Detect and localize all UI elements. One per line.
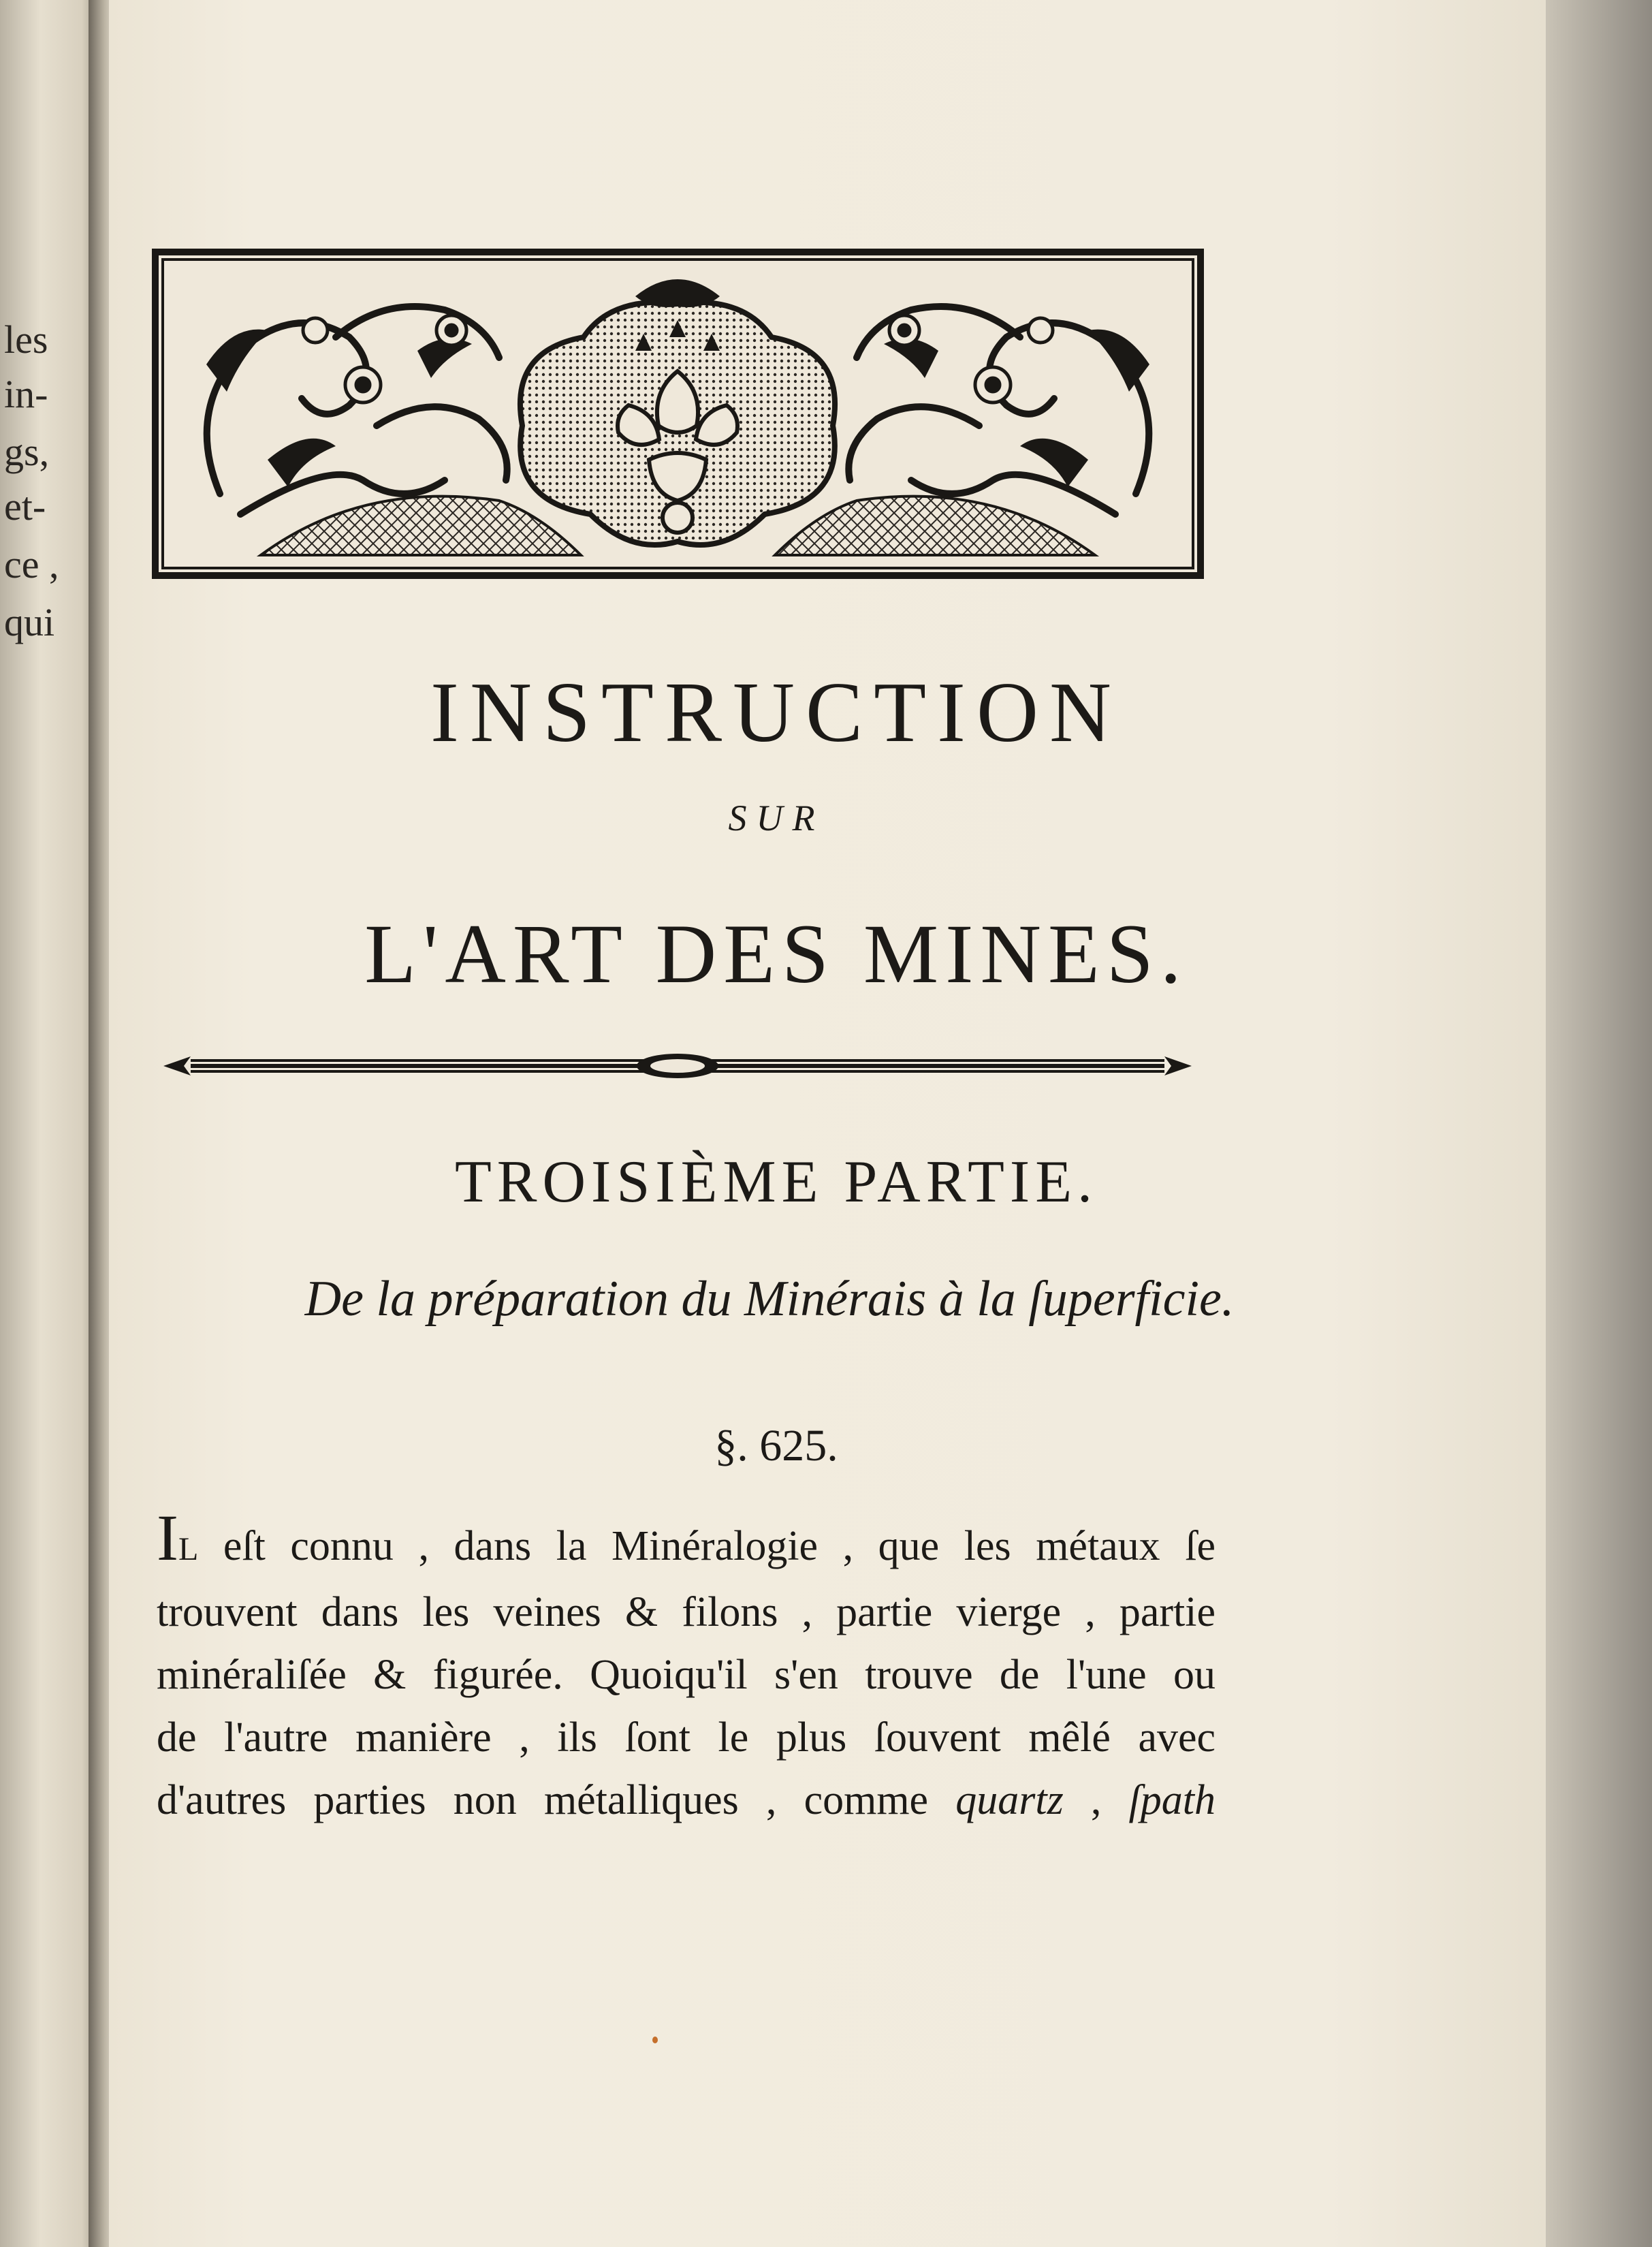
left-page-fragment: et- xyxy=(4,484,46,529)
floral-ornament-icon xyxy=(159,255,1197,572)
left-page-edge xyxy=(0,0,102,2247)
book-title: INSTRUCTION xyxy=(430,665,1122,760)
left-page-fragment: qui xyxy=(4,600,55,644)
drop-cap: I xyxy=(157,1501,178,1574)
ornamental-rule-icon xyxy=(163,1052,1192,1080)
body-line: de l'autre manière , ils ſont le plus ſouvent mêlé avec xyxy=(157,1714,1216,1761)
chapter-subtitle: De la préparation du Minérais à la ſuperficie. xyxy=(304,1271,1235,1327)
book-subject: L'ART DES MINES. xyxy=(364,907,1188,1001)
book-page xyxy=(109,0,1546,2247)
left-page-fragment: ce , xyxy=(4,542,59,586)
part-heading: TROISIÈME PARTIE. xyxy=(455,1149,1098,1215)
body-line: trouvent dans les veines & filons , partie vierge , partie xyxy=(157,1589,1216,1635)
left-page-fragment: les xyxy=(4,317,48,362)
body-line: minéraliſée & figurée. Quoiqu'il s'en trouve de l'une ou xyxy=(157,1652,1216,1698)
left-page-fragment: gs, xyxy=(4,430,50,474)
background-edge xyxy=(1546,0,1652,2247)
body-paragraph xyxy=(157,1501,1216,1832)
section-number: §. 625. xyxy=(714,1421,838,1471)
body-line: IL eſt connu , dans la Minéralogie , que les métaux ſe xyxy=(157,1501,1216,1574)
left-page-fragment: in- xyxy=(4,372,48,416)
body-line: d'autres parties non métalliques , comme quartz , ſpath xyxy=(157,1777,1216,1823)
title-connector: SUR xyxy=(728,798,825,838)
ornamental-headpiece xyxy=(152,249,1204,579)
ink-spot xyxy=(652,2037,658,2043)
